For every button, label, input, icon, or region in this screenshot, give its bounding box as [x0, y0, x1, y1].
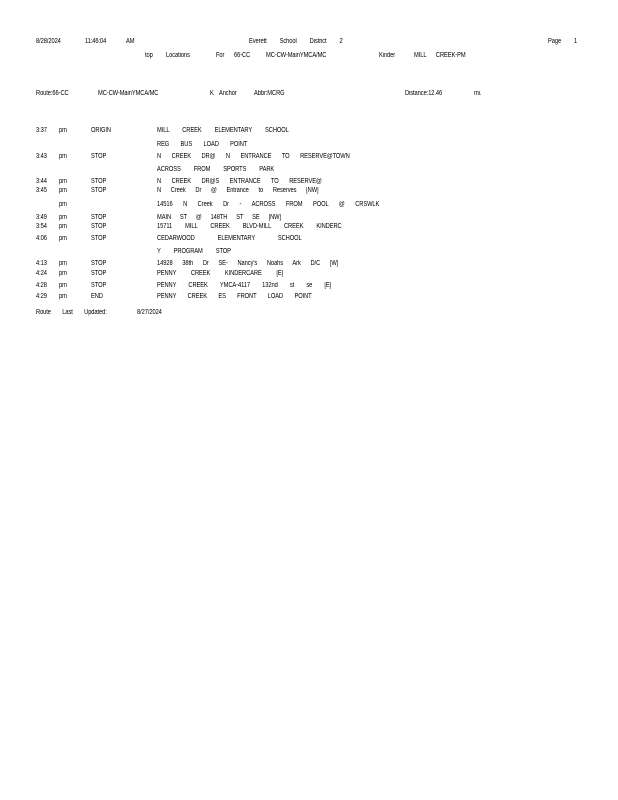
page-label: Page: [548, 38, 562, 45]
route-abbr: Abbr:MCRG: [254, 90, 285, 97]
stop-description: 15711 MILL CREEK BLVD-MILL CREEK KINDERC: [157, 223, 342, 230]
stop-description: PENNY CREEK YMCA-4117 132nd st se [E]: [157, 282, 332, 289]
stop-ampm: pm: [59, 293, 67, 300]
stop-ampm: pm: [59, 260, 67, 267]
stop-time: 3:45: [36, 187, 47, 194]
stop-ampm: pm: [59, 187, 67, 194]
stop-time: 4:13: [36, 260, 47, 267]
route-distance-unit: mi.: [474, 90, 482, 97]
stop-description: CEDARWOOD ELEMENTARY SCHOOL: [157, 235, 302, 242]
stop-description: N CREEK DR@S ENTRANCE TO RESERVE@: [157, 178, 322, 185]
page-number: 1: [574, 38, 578, 45]
stop-time: 3:37: [36, 127, 47, 134]
route-k: K: [210, 90, 214, 97]
report-time: 11:46:04: [85, 38, 107, 45]
stop-time: 4:06: [36, 235, 47, 242]
stop-description: PENNY CREEK ES FRONT LOAD POINT: [157, 293, 312, 300]
stop-description: Y PROGRAM STOP: [157, 248, 231, 255]
stop-type: STOP: [91, 223, 107, 230]
stop-type: ORIGIN: [91, 127, 111, 134]
stop-type: STOP: [91, 235, 107, 242]
stop-type: STOP: [91, 214, 107, 221]
report-ampm: AM: [126, 38, 135, 45]
report-date: 8/28/2024: [36, 38, 61, 45]
stop-time: 3:43: [36, 153, 47, 160]
stop-ampm: pm: [59, 223, 67, 230]
stop-description: 14516 N Creek Dr - ACROSS FROM POOL @ CRSWLK: [157, 201, 380, 208]
route-id: Route:66-CC: [36, 90, 69, 97]
subtitle-route: 66-CC: [234, 52, 251, 59]
subtitle-kinder: Kinder: [379, 52, 396, 59]
last-updated-label: Route Last Updated:: [36, 309, 107, 316]
stop-ampm: pm: [59, 270, 67, 277]
stop-ampm: pm: [59, 178, 67, 185]
stop-description: REG BUS LOAD POINT: [157, 141, 248, 148]
stop-type: END: [91, 293, 103, 300]
stop-ampm: pm: [59, 153, 67, 160]
stop-type: STOP: [91, 260, 107, 267]
subtitle-route-name: MC-CW-MainYMCA/MC: [266, 52, 327, 59]
stop-type: STOP: [91, 270, 107, 277]
stop-type: STOP: [91, 153, 107, 160]
stop-ampm: pm: [59, 235, 67, 242]
stop-description: ACROSS FROM SPORTS PARK: [157, 166, 275, 173]
last-updated-date: 8/27/2024: [137, 309, 162, 316]
subtitle-for: For: [216, 52, 225, 59]
stop-type: STOP: [91, 178, 107, 185]
stop-time: 4:28: [36, 282, 47, 289]
district-name: Everett School District 2: [249, 38, 343, 45]
route-distance: Distance:12.46: [405, 90, 443, 97]
stop-ampm: pm: [59, 282, 67, 289]
stop-time: 4:29: [36, 293, 47, 300]
stop-time: 4:24: [36, 270, 47, 277]
subtitle-prefix: top: [145, 52, 153, 59]
stop-ampm: pm: [59, 201, 67, 208]
stop-description: PENNY CREEK KINDERCARE [E]: [157, 270, 284, 277]
stop-description: 14928 38th Dr SE- Nancy's Noahs Ark D/C [W]: [157, 260, 339, 267]
stop-description: MILL CREEK ELEMENTARY SCHOOL: [157, 127, 289, 134]
subtitle-locations: Locations: [166, 52, 190, 59]
stop-ampm: pm: [59, 214, 67, 221]
subtitle-end: MILL CREEK-PM: [414, 52, 466, 59]
stop-description: N CREEK DR@ N ENTRANCE TO RESERVE@TOWN: [157, 153, 350, 160]
stop-time: 3:54: [36, 223, 47, 230]
stop-time: 3:49: [36, 214, 47, 221]
stop-type: STOP: [91, 187, 107, 194]
stop-description: N Creek Dr @ Entrance to Reserves [NW]: [157, 187, 319, 194]
stop-ampm: pm: [59, 127, 67, 134]
route-name: MC-CW-MainYMCA/MC: [98, 90, 159, 97]
stop-time: 3:44: [36, 178, 47, 185]
stop-description: MAIN ST @ 148TH ST SE [NW]: [157, 214, 281, 221]
route-anchor: Anchor: [219, 90, 237, 97]
stop-type: STOP: [91, 282, 107, 289]
